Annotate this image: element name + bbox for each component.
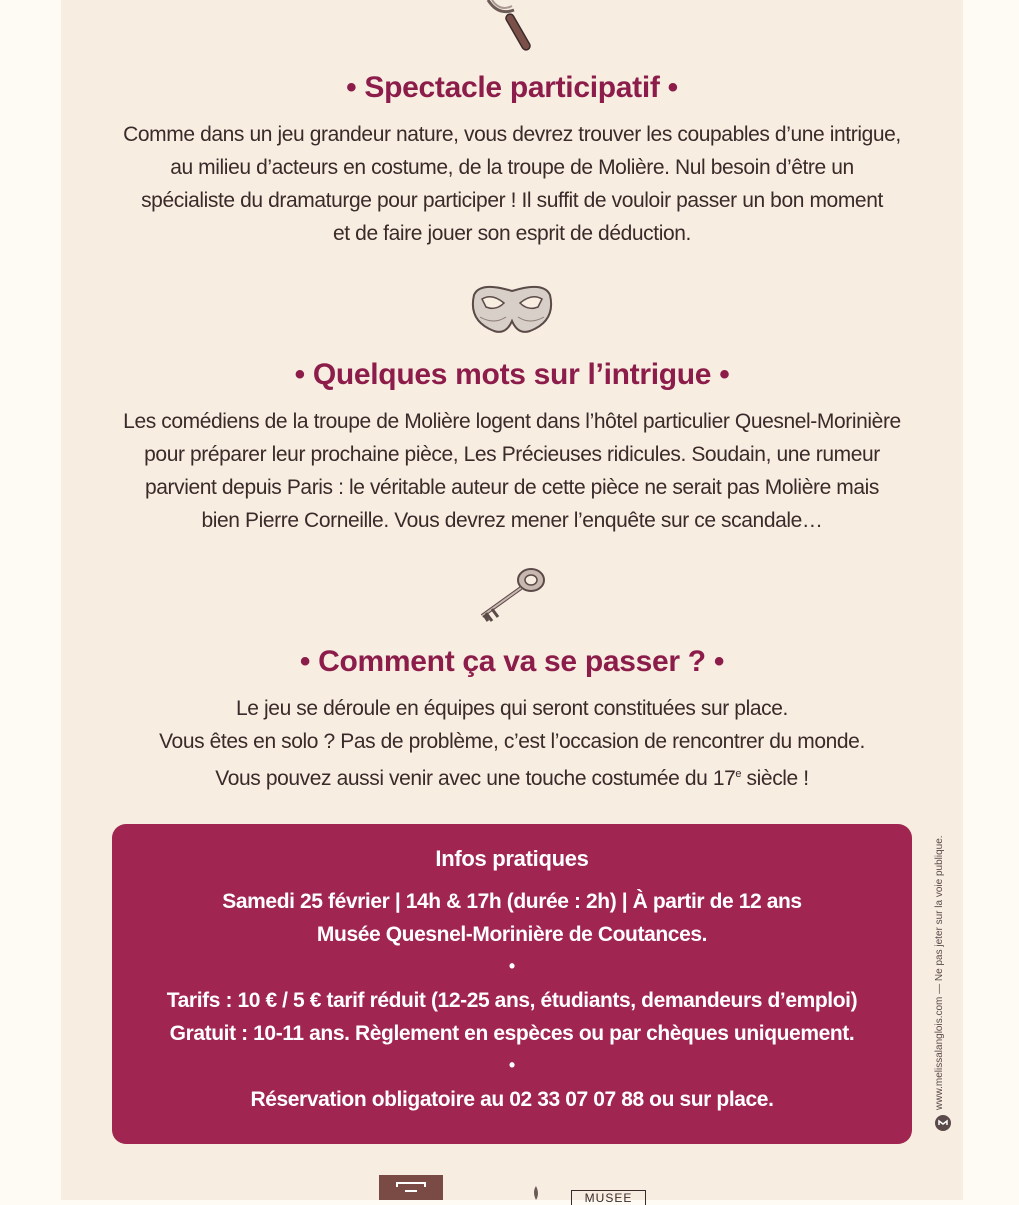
body-line: Le jeu se déroule en équipes qui seront constituées sur place.	[236, 697, 788, 720]
mask-icon	[470, 277, 554, 339]
section-deroulement	[61, 644, 963, 795]
musee-logo-text: MUSEE	[584, 1191, 633, 1205]
section-heading: • Spectacle participatif •	[346, 71, 678, 104]
section-body	[61, 692, 963, 795]
body-line-part: siècle !	[741, 767, 809, 790]
body-line-with-superscript	[61, 758, 963, 795]
info-date-line: Samedi 25 février | 14h & 17h (durée : 2h) | À partir de 12 ans	[222, 890, 802, 913]
info-separator: •	[508, 1055, 516, 1075]
section-intrigue	[61, 357, 963, 537]
info-tarifs-line: Tarifs : 10 € / 5 € tarif réduit (12-25 ans, étudiants, demandeurs d’emploi)	[166, 989, 858, 1012]
body-line: bien Pierre Corneille. Vous devrez mener l’enquête sur ce scandale…	[201, 509, 823, 532]
info-location-line: Musée Quesnel-Morinière de Coutances.	[316, 923, 708, 946]
footer-logo-musee	[571, 1190, 646, 1205]
section-body	[61, 118, 963, 250]
info-box	[112, 824, 912, 1144]
magnifying-glass-icon	[480, 0, 544, 56]
info-title: Infos pratiques	[435, 846, 589, 871]
sidebar-note: www.melissalanglois.com — Ne pas jeter sur la voie publique.	[934, 835, 945, 1110]
section-spectacle	[61, 70, 963, 250]
body-line: Les comédiens de la troupe de Molière logent dans l’hôtel particulier Quesnel-Morinière	[123, 410, 901, 433]
section-heading: • Comment ça va se passer ? •	[299, 645, 725, 678]
footer-logo-left	[379, 1175, 443, 1200]
body-line: spécialiste du dramaturge pour participer ! Il suffit de vouloir passer un bon moment	[141, 189, 883, 212]
info-reservation-line: Réservation obligatoire au 02 33 07 07 88 ou sur place.	[250, 1088, 774, 1111]
body-line: parvient depuis Paris : le véritable auteur de cette pièce ne serait pas Molière mais	[144, 476, 880, 499]
superscript: e	[735, 768, 742, 780]
body-line: Comme dans un jeu grandeur nature, vous devrez trouver les coupables d’une intrigue,	[123, 123, 901, 146]
body-line-part: Vous pouvez aussi venir avec une touche costumée du 17	[215, 767, 736, 790]
key-icon	[476, 564, 548, 624]
body-line: et de faire jouer son esprit de déduction.	[333, 222, 691, 245]
footer-logo-flame-icon	[530, 1186, 542, 1200]
section-body	[61, 405, 963, 537]
body-line: pour préparer leur prochaine pièce, Les Précieuses ridicules. Soudain, une rumeur	[144, 443, 880, 466]
body-line: Vous êtes en solo ? Pas de problème, c’est l’occasion de rencontrer du monde.	[159, 730, 865, 753]
logo-mark-icon	[379, 1175, 443, 1200]
body-line: au milieu d’acteurs en costume, de la troupe de Molière. Nul besoin d’être un	[170, 156, 854, 179]
info-gratuit-line: Gratuit : 10-11 ans. Règlement en espèces ou par chèques uniquement.	[169, 1022, 855, 1045]
section-heading: • Quelques mots sur l’intrigue •	[294, 358, 730, 391]
designer-logo-icon	[934, 1114, 952, 1132]
info-separator: •	[508, 956, 516, 976]
